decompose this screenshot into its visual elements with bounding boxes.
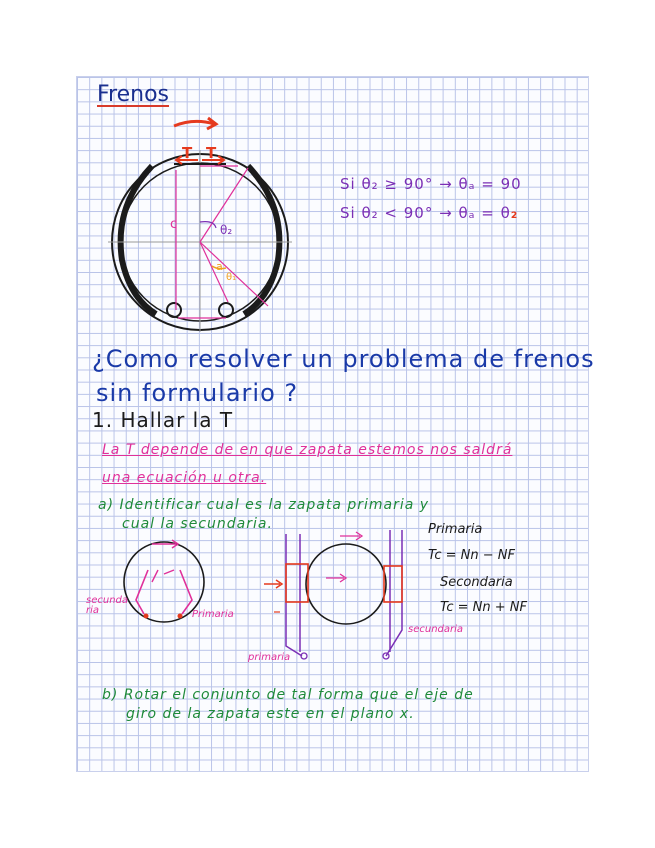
question-line-2: sin formulario ? [96,379,299,407]
secondary-label-line-2: ria [86,605,100,616]
secondary-label-line-1: secunda [86,595,129,606]
step-b-text [102,686,474,724]
condition-line-2 [340,204,518,222]
primary-label-small: Primaria [192,609,234,620]
step-b-line-1: b) Rotar el conjunto de tal forma que el eje de [102,687,474,703]
primary-title: Primaria [428,522,483,537]
left-pin [167,303,181,317]
secondary-equation: Tc = Nn + NF [440,600,527,615]
secondary-lever-label: secundaria [408,624,464,635]
theta1-label: θ₁ [226,272,237,283]
a-label: a [216,260,223,273]
note-line-1: La T depende de en que zapata estemos nos saldrá [102,442,513,458]
note-text [102,436,512,492]
lever-brake-diagram [262,526,422,666]
theta2-label: θ₂ [220,223,233,237]
torque-label-2: T [206,144,217,162]
right-pin [219,303,233,317]
step-b-line-2: giro de la zapata este en el plano x. [126,706,415,722]
torque-label-1: T [182,144,193,162]
theta2-red-subscript: ₂ [510,204,519,222]
brake-drum-diagram [108,110,308,338]
c-label: c [170,217,178,232]
step-a-line-2: cual la secundaria. [122,516,273,532]
question-heading [92,342,595,410]
primary-lever-label: primaria [248,652,291,663]
secondary-title: Secondaria [440,575,513,590]
condition-line-1: Si θ₂ ≥ 90° → θₐ = 90 [340,175,522,193]
page-title: Frenos [97,82,170,107]
step-a-line-1: a) Identificar cual es la zapata primaria y [98,497,430,513]
primary-equation: Tc = Nn − NF [428,548,515,563]
question-line-1: ¿Como resolver un problema de frenos [92,345,595,373]
note-line-2: una ecuación u otra. [102,470,267,486]
secondary-label [86,596,128,616]
rotation-arrow [174,121,214,126]
condition-line-2-text: Si θ₂ < 90° → θₐ = θ [340,204,511,222]
step-1-heading: 1. Hallar la T [92,408,234,432]
